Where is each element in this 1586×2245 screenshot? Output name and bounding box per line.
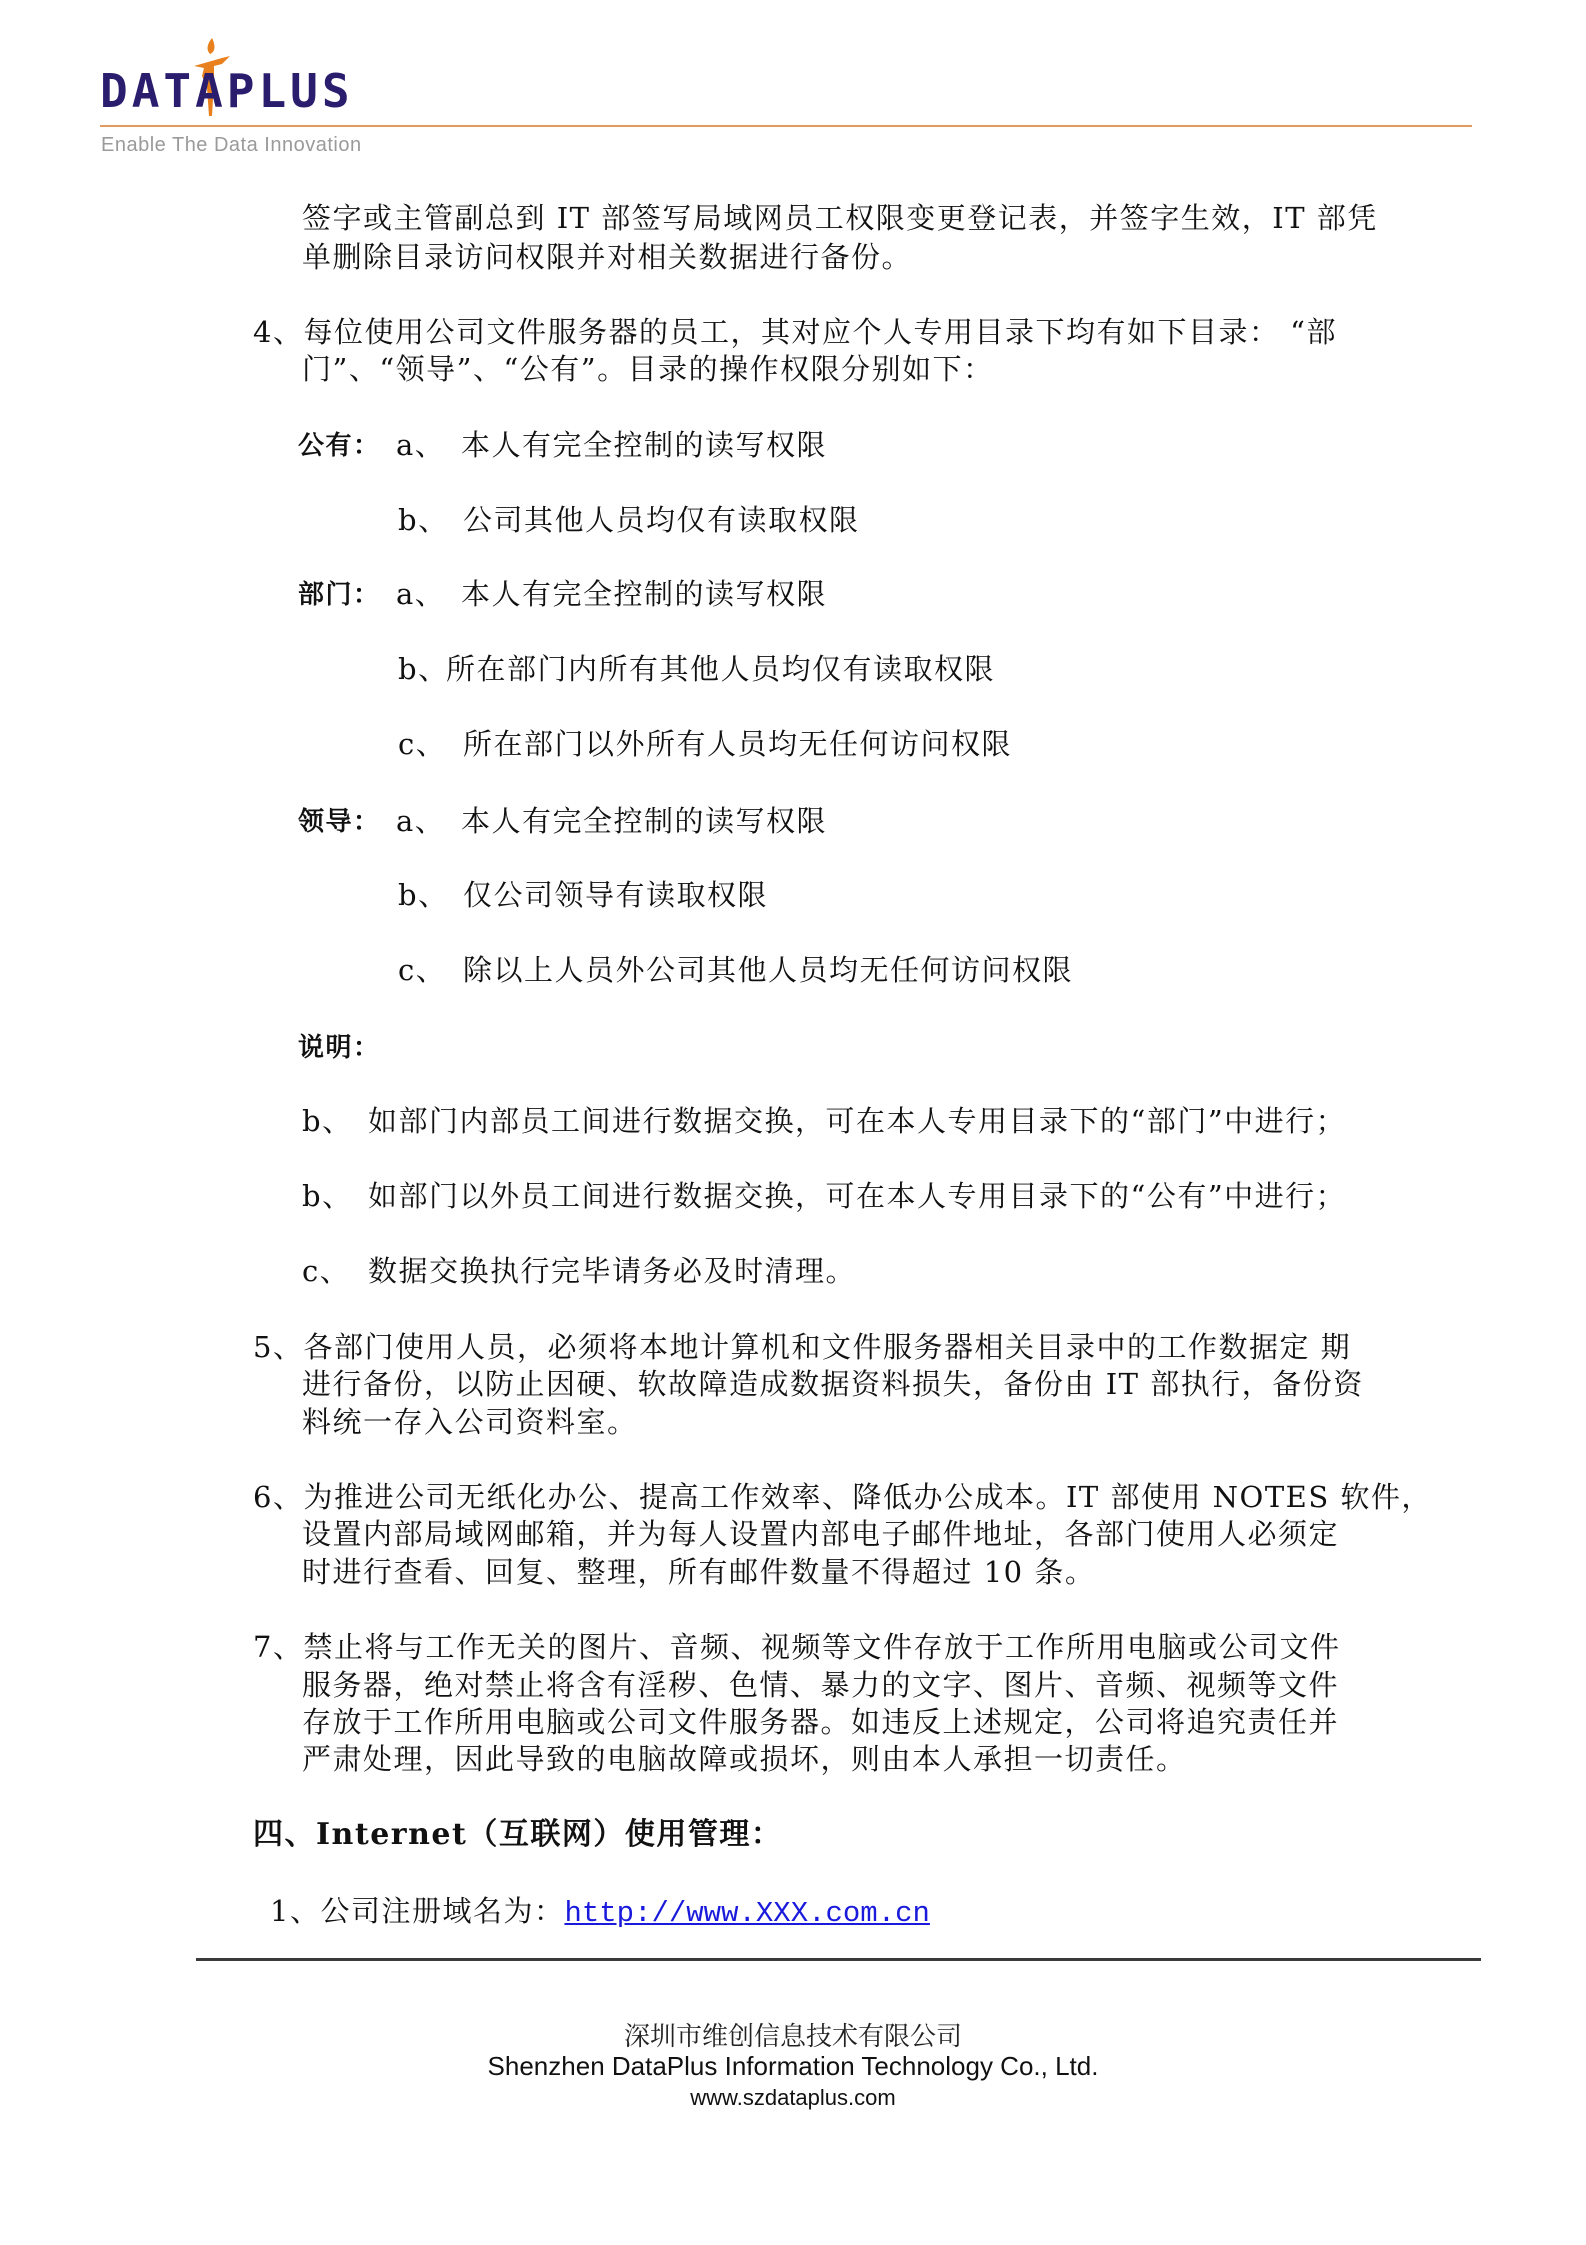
note-1-marker: b、 xyxy=(302,1104,353,1138)
item6-line-2: 设置内部局域网邮箱，并为每人设置内部电子邮件地址，各部门使用人必须定 xyxy=(302,1517,1340,1551)
item7-line-1: 7、禁止将与工作无关的图片、音频、视频等文件存放于工作所用电脑或公司文件 xyxy=(253,1630,1341,1664)
domain-label: 1、公司注册域名为： xyxy=(270,1894,565,1928)
lead-c-marker: c、 xyxy=(398,953,447,987)
group-label-leadership: 领导： xyxy=(298,807,381,837)
dept-a-marker: a、 xyxy=(396,577,446,611)
section-heading-internet: 四、Internet（互联网）使用管理： xyxy=(253,1817,783,1852)
header-rule xyxy=(100,125,1472,127)
item7-line-3: 存放于工作所用电脑或公司文件服务器。如违反上述规定，公司将追究责任并 xyxy=(302,1705,1340,1739)
note-3-marker: c、 xyxy=(302,1254,351,1288)
domain-item xyxy=(270,1893,930,1932)
note-1-text: 如部门内部员工间进行数据交换，可在本人专用目录下的“部门”中进行； xyxy=(368,1104,1347,1138)
item6-line-1: 6、为推进公司无纸化办公、提高工作效率、降低办公成本。IT 部使用 NOTES 软件， xyxy=(253,1480,1432,1514)
lead-a-marker: a、 xyxy=(396,804,446,838)
item6-line-3: 时进行查看、回复、整理，所有邮件数量不得超过 10 条。 xyxy=(302,1555,1096,1589)
footer-website: www.szdataplus.com xyxy=(690,2085,896,2110)
continuation-line-2: 单删除目录访问权限并对相关数据进行备份。 xyxy=(302,240,913,274)
dept-c-text: 所在部门以外所有人员均无任何访问权限 xyxy=(463,727,1013,761)
footer-rule xyxy=(196,1958,1481,1961)
note-2-marker: b、 xyxy=(302,1179,353,1213)
item5-line-1: 5、各部门使用人员，必须将本地计算机和文件服务器相关目录中的工作数据定 期 xyxy=(253,1330,1352,1364)
dept-a-text: 本人有完全控制的读写权限 xyxy=(461,577,828,611)
tagline: Enable The Data Innovation xyxy=(101,134,362,156)
public-a-text: 本人有完全控制的读写权限 xyxy=(461,428,828,462)
dept-b-text: 所在部门内所有其他人员均仅有读取权限 xyxy=(446,652,996,686)
company-logo xyxy=(100,36,372,116)
public-b-marker: b、 xyxy=(398,503,449,537)
item5-line-2: 进行备份，以防止因硬、软故障造成数据资料损失，备份由 IT 部执行，备份资 xyxy=(302,1367,1364,1401)
footer-company-cn: 深圳市维创信息技术有限公司 xyxy=(623,2022,962,2052)
item5-line-3: 料统一存入公司资料室。 xyxy=(302,1405,638,1439)
item4-line-2: 门”、“领导”、“公有”。目录的操作权限分别如下： xyxy=(302,352,994,386)
group-label-department: 部门： xyxy=(298,580,381,610)
note-2-text: 如部门以外员工间进行数据交换，可在本人专用目录下的“公有”中进行； xyxy=(368,1179,1347,1213)
item4-line-1: 4、每位使用公司文件服务器的员工，其对应个人专用目录下均有如下目录： “部 xyxy=(253,315,1337,349)
public-a-marker: a、 xyxy=(396,428,446,462)
lead-a-text: 本人有完全控制的读写权限 xyxy=(461,804,828,838)
item7-line-2: 服务器，绝对禁止将含有淫秽、色情、暴力的文字、图片、音频、视频等文件 xyxy=(302,1668,1340,1702)
dept-b-marker: b、 xyxy=(398,652,449,686)
continuation-line-1: 签字或主管副总到 IT 部签写局域网员工权限变更登记表，并签字生效，IT 部凭 xyxy=(302,201,1378,235)
lead-c-text: 除以上人员外公司其他人员均无任何访问权限 xyxy=(463,953,1074,987)
group-label-public: 公有： xyxy=(298,431,381,461)
note-label: 说明： xyxy=(298,1033,381,1063)
footer-company-en: Shenzhen DataPlus Information Technology Co., Ltd. xyxy=(487,2051,1099,2081)
public-b-text: 公司其他人员均仅有读取权限 xyxy=(463,503,860,537)
domain-link[interactable]: http://www.XXX.com.cn xyxy=(564,1897,930,1930)
dept-c-marker: c、 xyxy=(398,727,447,761)
note-3-text: 数据交换执行完毕请务必及时清理。 xyxy=(368,1254,857,1288)
item7-line-4: 严肃处理，因此导致的电脑故障或损坏，则由本人承担一切责任。 xyxy=(302,1742,1187,1776)
lead-b-marker: b、 xyxy=(398,878,449,912)
logo-wordmark: DATAPLUS xyxy=(100,64,354,118)
lead-b-text: 仅公司领导有读取权限 xyxy=(463,878,769,912)
